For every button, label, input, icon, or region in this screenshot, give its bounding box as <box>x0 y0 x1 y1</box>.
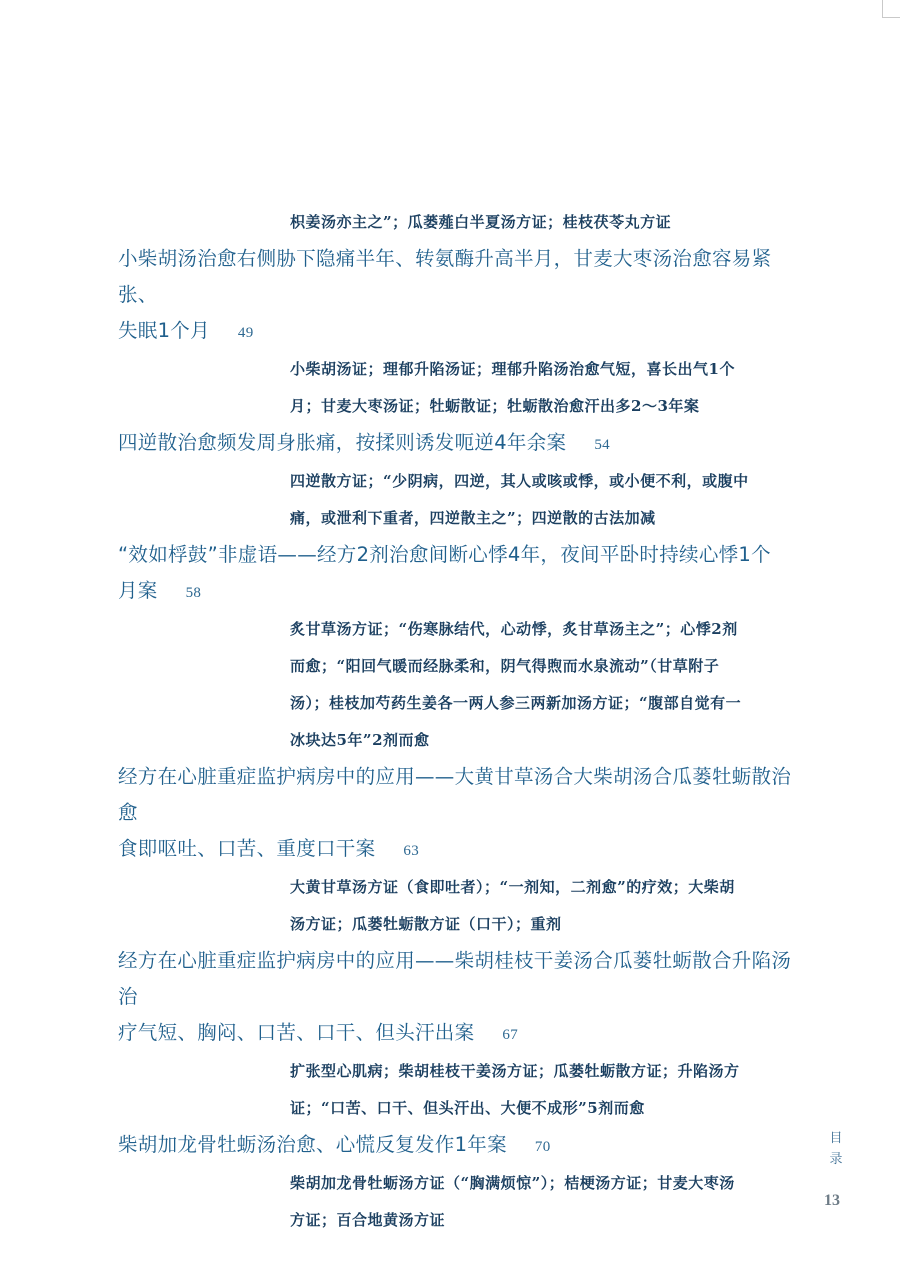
toc-entry-subtopics <box>290 1053 798 1127</box>
toc-subtopic-line: 炙甘草汤方证；“伤寒脉结代，心动悸，炙甘草汤主之”；心悸2剂 <box>290 620 738 638</box>
toc-subtopic-line: 扩张型心肌病；柴胡桂枝干姜汤方证；瓜蒌牡蛎散方证；升陷汤方 <box>290 1062 740 1080</box>
toc-title-text: 月案 <box>118 579 158 602</box>
toc-entry-subtopics <box>290 204 798 241</box>
corner-crop-mark <box>882 0 900 18</box>
toc-page-number: 70 <box>534 1139 551 1155</box>
toc-page-number: 58 <box>185 585 202 601</box>
toc-subtopic-line: 痛，或泄利下重者，四逆散主之”；四逆散的古法加减 <box>290 509 656 527</box>
toc-entry-subtopics <box>290 611 798 759</box>
toc-title-text: 失眠1个月 <box>118 319 210 342</box>
toc-page-number: 54 <box>594 437 610 453</box>
toc-entry-title[interactable] <box>118 241 798 351</box>
toc-entry-title[interactable] <box>118 425 798 463</box>
toc-title-line <box>118 425 798 463</box>
toc-subtopic-line: 方证；百合地黄汤方证 <box>290 1211 446 1229</box>
toc-title-line <box>118 313 798 351</box>
toc-entry-subtopics <box>290 869 798 943</box>
toc-subtopic-line: 四逆散方证；“少阴病，四逆，其人或咳或悸，或小便不利，或腹中 <box>290 472 749 490</box>
toc-subtopic-line: 小柴胡汤证；理郁升陷汤证；理郁升陷汤治愈气短，喜长出气1个 <box>290 360 735 378</box>
sidebar-label-char: 录 <box>829 1152 843 1167</box>
toc-subtopic-line: 柴胡加龙骨牡蛎汤方证（“胸满烦惊”）；桔梗汤方证；甘麦大枣汤 <box>290 1174 735 1192</box>
toc-entry-title[interactable] <box>118 759 798 869</box>
toc-subtopic-line: 月；甘麦大枣汤证；牡蛎散证；牡蛎散治愈汗出多2～3年案 <box>290 397 700 415</box>
toc-entry-title[interactable] <box>118 943 798 1053</box>
toc-subtopic-line: 大黄甘草汤方证（食即吐者）；“一剂知，二剂愈”的疗效；大柴胡 <box>290 878 735 896</box>
toc-entry-subtopics <box>290 1165 798 1239</box>
toc-title-line <box>118 1015 798 1053</box>
toc-page-number: 63 <box>403 843 420 859</box>
toc-title-text: 柴胡加龙骨牡蛎汤治愈、心慌反复发作1年案 <box>118 1133 507 1156</box>
toc-entry-subtopics <box>290 463 798 537</box>
toc-title-line <box>118 831 798 869</box>
sidebar-section-label <box>829 1128 843 1170</box>
toc-title-line <box>118 1127 798 1165</box>
toc-entry-subtopics <box>290 351 798 425</box>
toc-subtopic-line: 证；“口苦、口干、但头汗出、大便不成形”5剂而愈 <box>290 1099 645 1117</box>
toc-subtopic-line: 而愈；“阳回气暖而经脉柔和，阴气得煦而水泉流动”（甘草附子 <box>290 657 720 675</box>
toc-page-number: 49 <box>237 325 254 341</box>
toc-page-number: 67 <box>502 1027 519 1043</box>
toc-title-line: 经方在心脏重症监护病房中的应用——柴胡桂枝干姜汤合瓜蒌牡蛎散合升陷汤治 <box>118 949 792 1008</box>
toc-entry-title[interactable] <box>118 1127 798 1165</box>
toc-title-text: 四逆散治愈频发周身胀痛，按揉则诱发呃逆4年余案 <box>118 431 567 454</box>
toc-subtopic-line: 汤方证；瓜蒌牡蛎散方证（口干）；重剂 <box>290 915 562 933</box>
toc-title-line: 经方在心脏重症监护病房中的应用——大黄甘草汤合大柴胡汤合瓜蒌牡蛎散治愈 <box>118 765 792 824</box>
sidebar-label-char: 目 <box>829 1131 843 1146</box>
toc-subtopic-line: 汤）；桂枝加芍药生姜各一两人参三两新加汤方证；“腹部自觉有一 <box>290 694 742 712</box>
toc-subtopic-line: 冰块达5年”2剂而愈 <box>290 731 430 749</box>
table-of-contents <box>118 204 798 1239</box>
toc-title-line: 小柴胡汤治愈右侧胁下隐痛半年、转氨酶升高半月，甘麦大枣汤治愈容易紧张、 <box>118 247 772 306</box>
toc-subtopic-line: 枳姜汤亦主之”；瓜蒌薤白半夏汤方证；桂枝茯苓丸方证 <box>290 213 672 231</box>
toc-title-line: “效如桴鼓”非虚语——经方2剂治愈间断心悸4年，夜间平卧时持续心悸1个 <box>118 543 771 566</box>
toc-title-line <box>118 573 798 611</box>
toc-title-text: 食即呕吐、口苦、重度口干案 <box>118 837 376 860</box>
page-number: 13 <box>824 1192 840 1209</box>
toc-entry-title[interactable] <box>118 537 798 611</box>
toc-title-text: 疗气短、胸闷、口苦、口干、但头汗出案 <box>118 1021 475 1044</box>
